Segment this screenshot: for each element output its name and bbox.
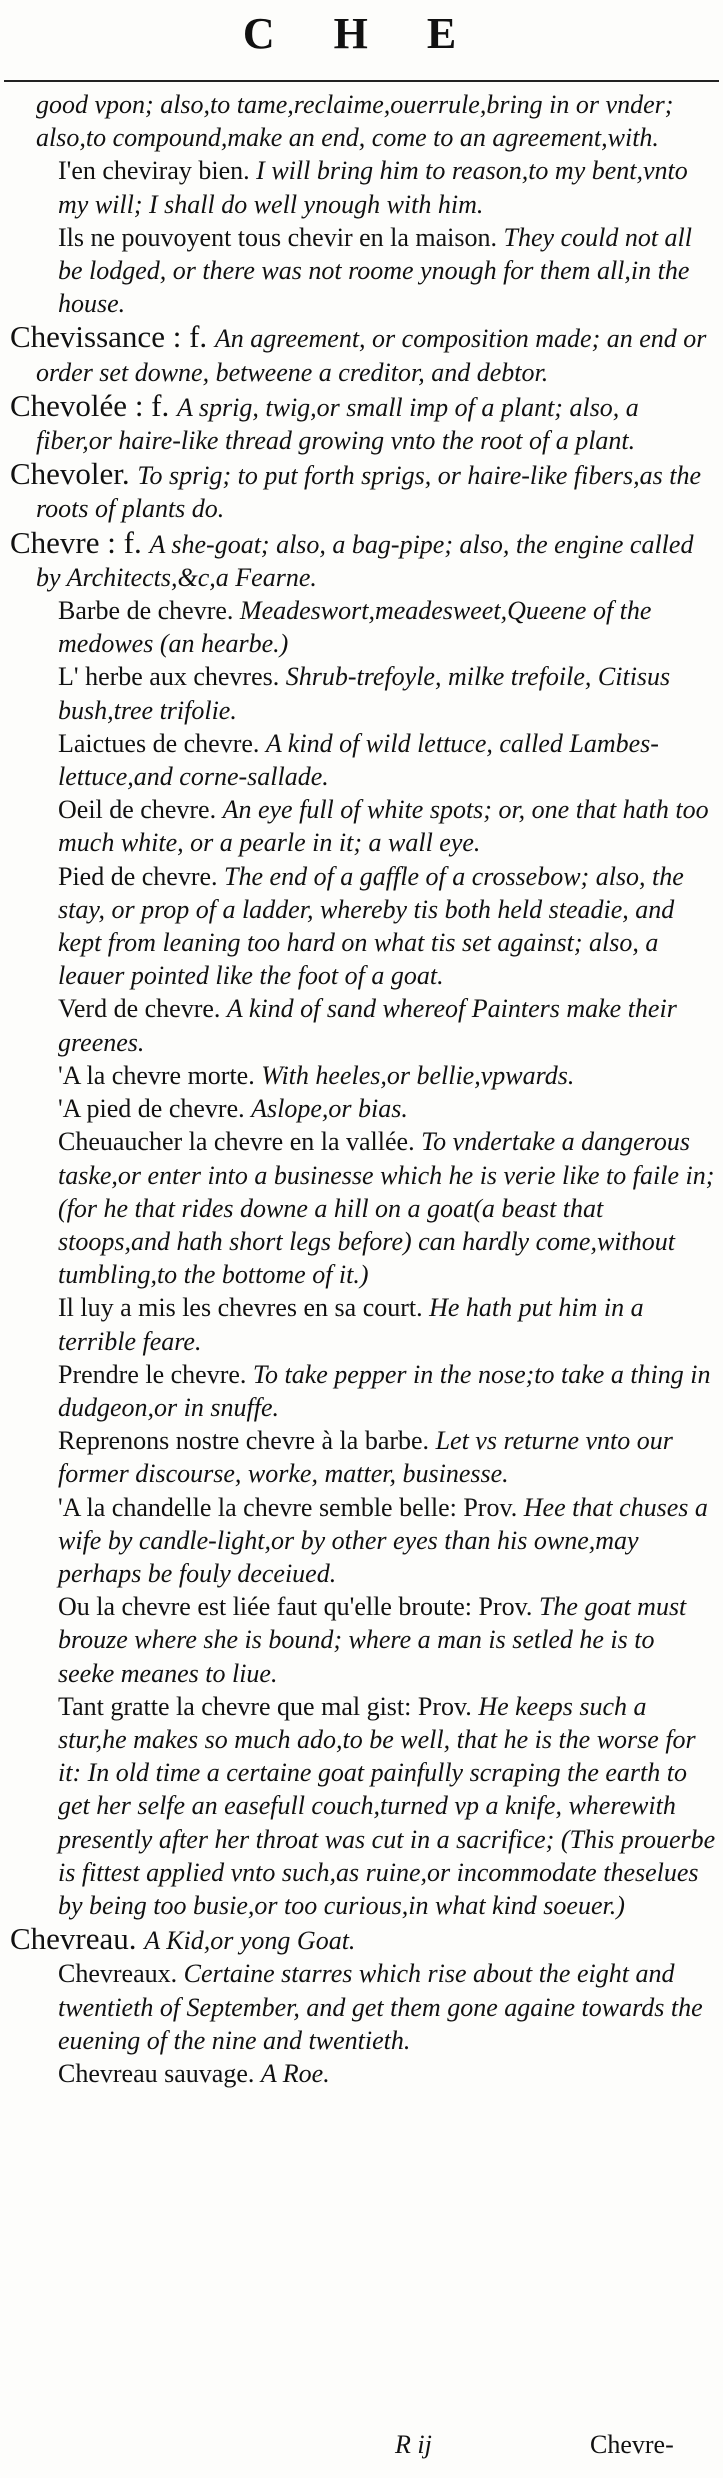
entry-headword: Chevissance : f. <box>10 319 215 355</box>
entry-gloss: A Roe. <box>260 2058 330 2088</box>
entry-gloss: With heeles,or bellie,vpwards. <box>261 1060 575 1090</box>
dictionary-entry <box>36 992 716 1058</box>
page-title: C H E <box>242 9 481 58</box>
dictionary-entry <box>36 1590 716 1690</box>
dictionary-entry <box>36 594 716 660</box>
dictionary-entry <box>36 1491 716 1591</box>
dictionary-entry <box>36 1059 716 1092</box>
page-footer <box>0 2430 723 2474</box>
dictionary-entry <box>36 154 716 220</box>
dictionary-entry <box>36 1125 716 1291</box>
header-rule <box>4 80 719 82</box>
entry-gloss: To sprig; to put forth sprigs, or haire-like fibers,as the roots of plants do. <box>36 461 702 524</box>
dictionary-entry <box>10 1922 716 1957</box>
entry-headword: Tant gratte la chevre que mal gist: Prov. <box>58 1691 479 1721</box>
entry-gloss: The goat must brouze where she is bound; where a man is setled he is to seeke meanes to liue. <box>58 1592 687 1688</box>
entry-gloss: They could not all be lodged, or there was not roome ynough for them all,in the house. <box>58 222 693 319</box>
dictionary-entry <box>10 526 716 594</box>
dictionary-entry <box>36 1957 716 2057</box>
catchword: Chevre- <box>590 2430 674 2459</box>
entry-gloss: Aslope,or bias. <box>251 1094 408 1124</box>
dictionary-entry <box>10 320 716 388</box>
entry-headword: Chevreau. <box>10 1921 145 1957</box>
entry-gloss: He hath put him in a terrible feare. <box>58 1293 644 1356</box>
entry-gloss: good vpon; also,to tame,reclaime,ouerrule,bring in or vnder; also,to compound,make an end, come to an agreement,with. <box>36 90 674 153</box>
dictionary-entry <box>36 1690 716 1922</box>
dictionary-entry <box>36 727 716 793</box>
entry-gloss: A kind of sand whereof Painters make their greenes. <box>58 994 677 1057</box>
entry-gloss: Shrub-trefoyle, milke trefoile, Citisus bush,tree trifolie. <box>58 662 671 725</box>
entry-gloss: Meadeswort,meadesweet,Queene of the medowes (an hearbe.) <box>58 596 652 659</box>
entry-gloss: A sprig, twig,or small imp of a plant; also, a fiber,or haire-like thread growing vnto the root of a plant. <box>36 392 639 456</box>
entry-headword: Laictues de chevre. <box>58 728 266 758</box>
entry-headword: Prendre le chevre. <box>58 1359 253 1389</box>
entry-gloss: I will bring him to reason,to my bent,vnto my will; I shall do well ynough with him. <box>58 156 688 219</box>
entry-list <box>10 88 716 2090</box>
entry-headword: Chevreaux. <box>58 1959 184 1989</box>
entry-headword: Reprenons nostre chevre à la barbe. <box>58 1426 436 1456</box>
entry-gloss: A Kid,or yong Goat. <box>144 1926 356 1956</box>
dictionary-entry <box>10 389 716 457</box>
entry-headword: Il luy a mis les chevres en sa court. <box>58 1293 430 1323</box>
dictionary-entry <box>36 793 716 859</box>
entry-headword: Pied de chevre. <box>58 861 225 891</box>
entry-headword: 'A la chandelle la chevre semble belle: Prov. <box>58 1492 524 1522</box>
signature-mark: R ij <box>395 2430 432 2459</box>
entry-gloss: The end of a gaffle of a crossebow; also, the stay, or prop of a ladder, whereby tis both held steadie, and kept from leaning too hard on what tis set against; also, a leauer pointed like the foot of a goat. <box>58 861 684 991</box>
entry-gloss: Let vs returne vnto our former discourse, worke, matter, businesse. <box>58 1426 673 1489</box>
entry-gloss: To vndertake a dangerous taske,or enter into a businesse which he is verie like to faile in; (for he that rides downe a hill on a goat(a beast that stoops,and hath short legs before) can hardly come,without tumbling,to the bottome of it.) <box>58 1127 715 1290</box>
dictionary-entry <box>36 860 716 993</box>
entry-headword: Verd de chevre. <box>58 994 227 1024</box>
entry-gloss: He keeps such a stur,he makes so much ado,to be well, that he is the worse for it: In old time a certaine goat painfully scraping the earth to get her selfe an easefull couch,turned vp a knife, wherewith presently after her throat was cut in a sacrifice; (This prouerbe is fittest applied vnto such,as ruine,or incommodate theselues by being too busie,or too curious,in what kind soeuer.) <box>58 1691 716 1920</box>
dictionary-entry <box>36 88 716 154</box>
entry-gloss: Certaine starres which rise about the eight and twentieth of September, and get them gone againe towards the euening of the nine and twentieth. <box>58 1959 703 2055</box>
entry-headword: L' herbe aux chevres. <box>58 662 286 692</box>
entry-headword: Oeil de chevre. <box>58 795 223 825</box>
entry-headword: Barbe de chevre. <box>58 596 240 626</box>
entry-headword: Chevre : f. <box>10 524 150 560</box>
running-head <box>0 0 723 72</box>
dictionary-entry <box>36 1358 716 1424</box>
dictionary-entry <box>36 2057 716 2090</box>
entry-gloss: To take pepper in the nose;to take a thing in dudgeon,or in snuffe. <box>58 1359 711 1422</box>
dictionary-entry <box>36 1092 716 1125</box>
entry-gloss: A she-goat; also, a bag-pipe; also, the engine called by Architects,&c,a Fearne. <box>36 529 694 592</box>
entry-gloss: Hee that chuses a wife by candle-light,or by other eyes than his owne,may perhaps be fouly deceiued. <box>58 1492 708 1588</box>
entry-headword: Cheuaucher la chevre en la vallée. <box>58 1127 422 1157</box>
dictionary-entry <box>36 660 716 726</box>
dictionary-entry <box>36 1424 716 1490</box>
entry-gloss: An eye full of white spots; or, one that hath too much white, or a pearle in it; a wall eye. <box>58 795 709 858</box>
entry-headword: 'A la chevre morte. <box>58 1060 262 1090</box>
entry-gloss: A kind of wild lettuce, called Lambes-lettuce,and corne-sallade. <box>58 728 659 792</box>
entry-headword: 'A pied de chevre. <box>58 1094 252 1124</box>
entry-headword: Ou la chevre est liée faut qu'elle broute: Prov. <box>58 1592 539 1622</box>
entry-headword: I'en cheviray bien. <box>58 156 257 186</box>
entry-headword: Chevoler. <box>10 456 138 492</box>
dictionary-entry <box>36 221 716 321</box>
entry-headword: Ils ne pouvoyent tous chevir en la maison. <box>58 222 504 252</box>
dictionary-entry <box>10 457 716 525</box>
dictionary-entry <box>36 1291 716 1357</box>
entry-gloss: An agreement, or composition made; an end or order set downe, betweene a creditor, and debtor. <box>36 324 707 387</box>
entry-headword: Chevreau sauvage. <box>58 2058 261 2088</box>
entry-headword: Chevolée : f. <box>10 387 178 423</box>
